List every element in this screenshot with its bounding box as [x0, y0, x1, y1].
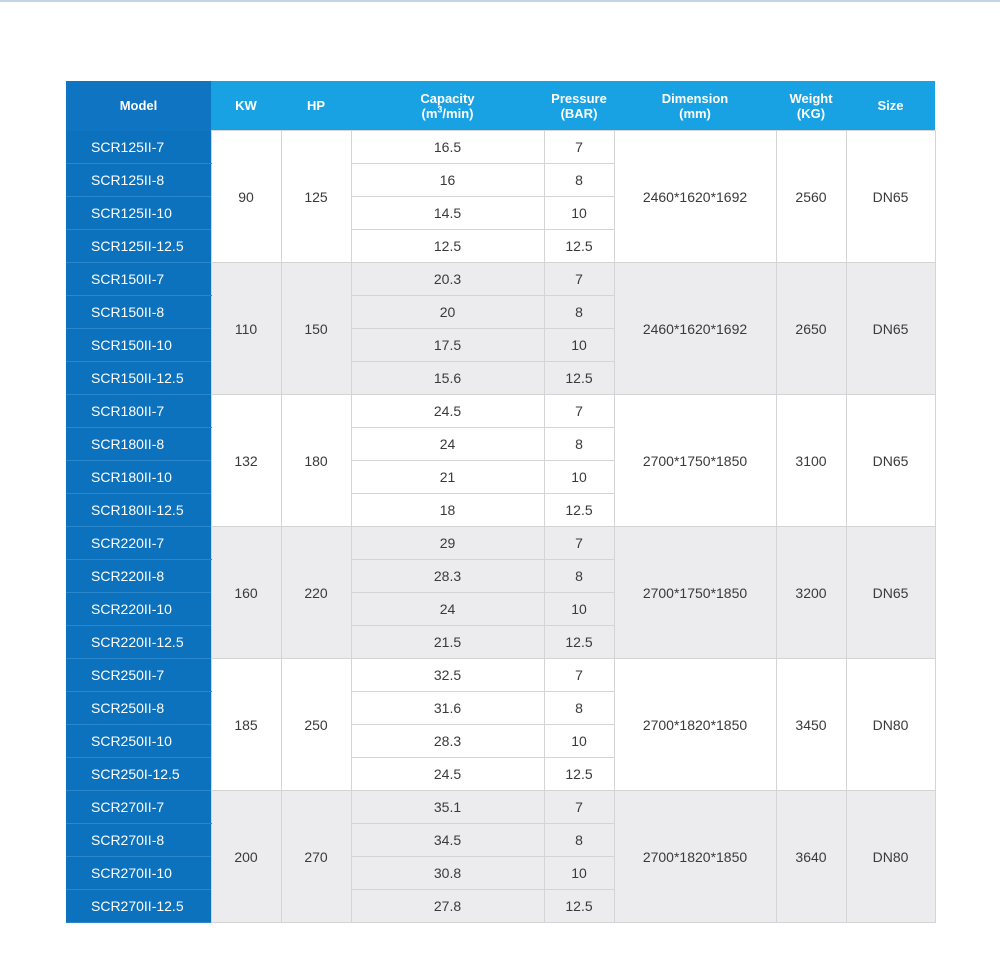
pressure-cell: 8 — [544, 164, 614, 197]
model-cell: SCR125II-8 — [66, 164, 211, 197]
dimension-cell: 2460*1620*1692 — [614, 263, 776, 395]
pressure-cell: 10 — [544, 857, 614, 890]
pressure-cell: 12.5 — [544, 230, 614, 263]
header-pressure — [544, 81, 614, 131]
table-row — [66, 527, 935, 560]
capacity-cell: 12.5 — [351, 230, 544, 263]
capacity-cell: 28.3 — [351, 725, 544, 758]
pressure-cell: 10 — [544, 725, 614, 758]
capacity-cell: 17.5 — [351, 329, 544, 362]
pressure-cell: 12.5 — [544, 758, 614, 791]
pressure-cell: 12.5 — [544, 494, 614, 527]
dimension-cell: 2700*1820*1850 — [614, 791, 776, 923]
model-cell: SCR180II-12.5 — [66, 494, 211, 527]
pressure-cell: 12.5 — [544, 362, 614, 395]
dimension-cell: 2700*1820*1850 — [614, 659, 776, 791]
size-cell: DN65 — [846, 527, 935, 659]
weight-cell: 3450 — [776, 659, 846, 791]
weight-cell: 3640 — [776, 791, 846, 923]
capacity-cell: 20.3 — [351, 263, 544, 296]
header-capacity-line1: Capacity — [420, 90, 475, 106]
header-capacity-superscript: 3 — [437, 104, 443, 115]
model-cell: SCR270II-8 — [66, 824, 211, 857]
header-row — [66, 81, 935, 131]
dimension-cell: 2700*1750*1850 — [614, 395, 776, 527]
weight-cell: 2560 — [776, 131, 846, 263]
capacity-cell: 27.8 — [351, 890, 544, 923]
capacity-cell: 20 — [351, 296, 544, 329]
pressure-cell: 8 — [544, 824, 614, 857]
header-capacity-unit-close: /min) — [442, 105, 474, 121]
kw-cell: 110 — [211, 263, 281, 395]
model-cell: SCR270II-7 — [66, 791, 211, 824]
model-cell: SCR125II-12.5 — [66, 230, 211, 263]
model-cell: SCR150II-8 — [66, 296, 211, 329]
table-row — [66, 263, 935, 296]
capacity-cell: 15.6 — [351, 362, 544, 395]
weight-cell: 3200 — [776, 527, 846, 659]
header-weight — [776, 81, 846, 131]
model-cell: SCR220II-7 — [66, 527, 211, 560]
capacity-cell: 24 — [351, 428, 544, 461]
capacity-cell: 35.1 — [351, 791, 544, 824]
table-header — [66, 81, 935, 131]
kw-cell: 90 — [211, 131, 281, 263]
pressure-cell: 10 — [544, 197, 614, 230]
kw-cell: 132 — [211, 395, 281, 527]
capacity-cell: 16 — [351, 164, 544, 197]
model-cell: SCR220II-12.5 — [66, 626, 211, 659]
header-model: Model — [66, 81, 211, 131]
model-cell: SCR125II-10 — [66, 197, 211, 230]
capacity-cell: 32.5 — [351, 659, 544, 692]
table-row — [66, 395, 935, 428]
kw-cell: 185 — [211, 659, 281, 791]
capacity-cell: 31.6 — [351, 692, 544, 725]
pressure-cell: 8 — [544, 428, 614, 461]
hp-cell: 150 — [281, 263, 351, 395]
model-cell: SCR250II-10 — [66, 725, 211, 758]
pressure-cell: 7 — [544, 527, 614, 560]
pressure-cell: 10 — [544, 329, 614, 362]
kw-cell: 160 — [211, 527, 281, 659]
top-divider — [0, 0, 1000, 2]
capacity-cell: 24.5 — [351, 395, 544, 428]
size-cell: DN80 — [846, 659, 935, 791]
capacity-cell: 30.8 — [351, 857, 544, 890]
capacity-cell: 14.5 — [351, 197, 544, 230]
header-dimension-line1: Dimension — [661, 90, 729, 106]
model-cell: SCR220II-10 — [66, 593, 211, 626]
dimension-cell: 2700*1750*1850 — [614, 527, 776, 659]
header-pressure-line2: (BAR) — [560, 105, 598, 121]
kw-cell: 200 — [211, 791, 281, 923]
capacity-cell: 21.5 — [351, 626, 544, 659]
pressure-cell: 7 — [544, 791, 614, 824]
capacity-cell: 24.5 — [351, 758, 544, 791]
model-cell: SCR180II-8 — [66, 428, 211, 461]
model-cell: SCR150II-12.5 — [66, 362, 211, 395]
model-cell: SCR180II-10 — [66, 461, 211, 494]
table-body — [66, 131, 935, 923]
hp-cell: 220 — [281, 527, 351, 659]
weight-cell: 2650 — [776, 263, 846, 395]
model-cell: SCR250II-7 — [66, 659, 211, 692]
capacity-cell: 21 — [351, 461, 544, 494]
model-cell: SCR250I-12.5 — [66, 758, 211, 791]
pressure-cell: 7 — [544, 395, 614, 428]
header-size: Size — [846, 81, 935, 131]
size-cell: DN80 — [846, 791, 935, 923]
pressure-cell: 7 — [544, 263, 614, 296]
spec-table — [66, 81, 936, 923]
header-dimension — [614, 81, 776, 131]
size-cell: DN65 — [846, 395, 935, 527]
table-row — [66, 791, 935, 824]
capacity-cell: 18 — [351, 494, 544, 527]
model-cell: SCR180II-7 — [66, 395, 211, 428]
model-cell: SCR150II-7 — [66, 263, 211, 296]
header-weight-line2: (KG) — [796, 105, 826, 121]
capacity-cell: 16.5 — [351, 131, 544, 164]
capacity-cell: 28.3 — [351, 560, 544, 593]
model-cell: SCR150II-10 — [66, 329, 211, 362]
pressure-cell: 12.5 — [544, 890, 614, 923]
header-weight-line1: Weight — [789, 90, 833, 106]
header-dimension-line2: (mm) — [679, 105, 711, 121]
header-pressure-line1: Pressure — [551, 90, 607, 106]
size-cell: DN65 — [846, 263, 935, 395]
hp-cell: 270 — [281, 791, 351, 923]
pressure-cell: 8 — [544, 692, 614, 725]
capacity-cell: 34.5 — [351, 824, 544, 857]
model-cell: SCR220II-8 — [66, 560, 211, 593]
dimension-cell: 2460*1620*1692 — [614, 131, 776, 263]
table-row — [66, 659, 935, 692]
hp-cell: 180 — [281, 395, 351, 527]
header-kw: KW — [211, 81, 281, 131]
pressure-cell: 8 — [544, 560, 614, 593]
pressure-cell: 12.5 — [544, 626, 614, 659]
hp-cell: 125 — [281, 131, 351, 263]
size-cell: DN65 — [846, 131, 935, 263]
pressure-cell: 10 — [544, 593, 614, 626]
pressure-cell: 7 — [544, 131, 614, 164]
pressure-cell: 10 — [544, 461, 614, 494]
model-cell: SCR270II-12.5 — [66, 890, 211, 923]
model-cell: SCR250II-8 — [66, 692, 211, 725]
pressure-cell: 7 — [544, 659, 614, 692]
model-cell: SCR270II-10 — [66, 857, 211, 890]
weight-cell: 3100 — [776, 395, 846, 527]
capacity-cell: 29 — [351, 527, 544, 560]
header-capacity — [351, 81, 544, 131]
capacity-cell: 24 — [351, 593, 544, 626]
table-row — [66, 131, 935, 164]
pressure-cell: 8 — [544, 296, 614, 329]
header-hp: HP — [281, 81, 351, 131]
hp-cell: 250 — [281, 659, 351, 791]
model-cell: SCR125II-7 — [66, 131, 211, 164]
header-capacity-unit-open: (m — [421, 105, 438, 121]
